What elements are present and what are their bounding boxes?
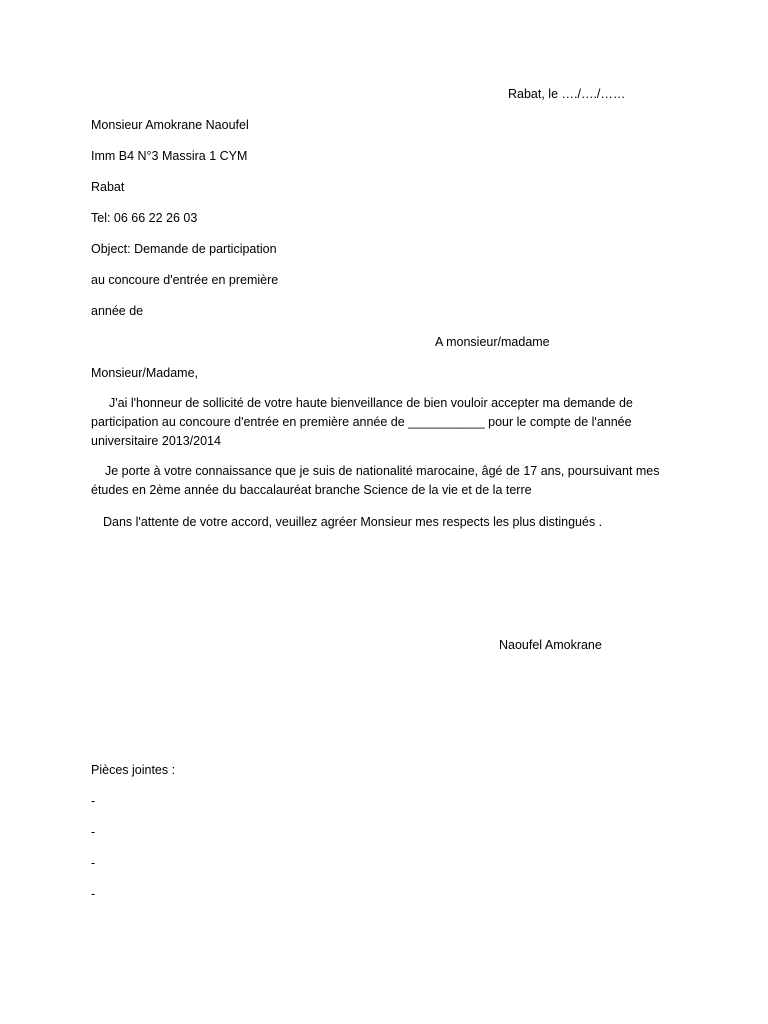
attachments-title: Pièces jointes : (91, 763, 176, 777)
sender-phone: Tel: 06 66 22 26 03 (91, 211, 198, 225)
attachment-item: - (91, 856, 96, 870)
sender-address: Imm B4 N°3 Massira 1 CYM (91, 149, 248, 163)
sender-name: Monsieur Amokrane Naoufel (91, 118, 249, 132)
body-paragraph-1: J'ai l'honneur de sollicité de votre haute bienveillance de bien vouloir accepter ma demande de participation au concoure d'entrée en première année de ___________ pour le compte de l'année universitaire 2013/2014 (91, 396, 633, 448)
body-paragraph-2: Je porte à votre connaissance que je suis de nationalité marocaine, âgé de 17 ans, poursuivant mes études en 2ème année du baccalauréat branche Science de la vie et de la terre (91, 464, 660, 497)
object-line-3: année de (91, 304, 144, 318)
body-paragraph-3: Dans l'attente de votre accord, veuillez agréer Monsieur mes respects les plus distingués . (103, 515, 603, 529)
signature: Naoufel Amokrane (499, 638, 602, 652)
attachment-item: - (91, 887, 96, 901)
attachment-item: - (91, 825, 96, 839)
recipient-line: A monsieur/madame (435, 335, 550, 349)
date-line: Rabat, le …./…./…… (508, 87, 626, 101)
attachment-item: - (91, 794, 96, 808)
object-line-1: Object: Demande de participation (91, 242, 277, 256)
salutation: Monsieur/Madame, (91, 366, 198, 380)
object-line-2: au concoure d'entrée en première (91, 273, 279, 287)
sender-city: Rabat (91, 180, 125, 194)
